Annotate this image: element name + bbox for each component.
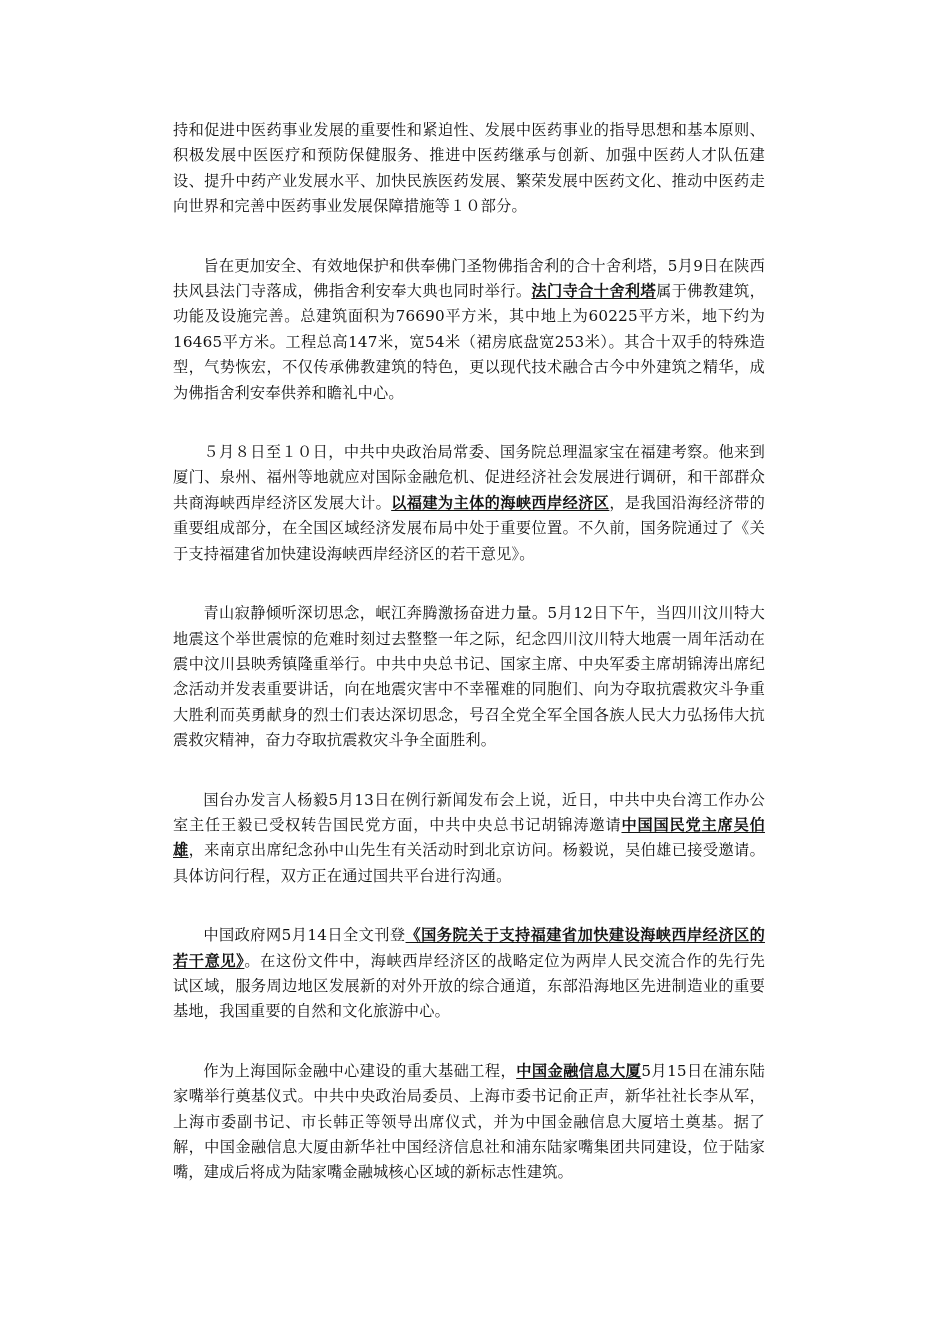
paragraph-text: 。在这份文件中，海峡西岸经济区的战略定位为两岸人民交流合作的先行先试区域，服务周边地区发展新的对外开放的综合通道，东部沿海地区先进制造业的重要基地，我国重要的自然和文化旅游中心。 [173, 951, 765, 1021]
paragraph-taiwan-affairs [173, 788, 765, 890]
paragraph-text: 持和促进中医药事业发展的重要性和紧迫性、发展中医药事业的指导思想和基本原则、积极发展中医医疗和预防保健服务、推进中医药继承与创新、加强中医药人才队伍建设、提升中药产业发展水平、加快民族医药发展、繁荣发展中医药文化、推动中医药走向世界和完善中医药事业发展保障措施等１０部分。 [173, 121, 765, 216]
paragraph-text: ５月８日至１０日，中共中央政治局常委、国务院总理温家宝在福建考察。他来到厦门、泉州、福州等地就应对国际金融危机、促进经济社会发展进行调研，和干部群众共商海峡西岸经济区发展大计。 [173, 443, 765, 512]
paragraph-text: ，是我国沿海经济带的重要组成部分，在全国区域经济发展布局中处于重要位置。不久前，国务院通过了《关于支持福建省加快建设海峡西岸经济区的若干意见》。 [173, 493, 765, 563]
paragraph-text: 国台办发言人杨毅5月13日在例行新闻发布会上说，近日，中共中央台湾工作办公室主任王毅已受权转告国民党方面，中共中央总书记胡锦涛邀请 [173, 790, 765, 834]
paragraph-text: 5月15日在浦东陆家嘴举行奠基仪式。中共中央政治局委员、上海市委书记俞正声，新华社社长李从军，上海市委副书记、市长韩正等领导出席仪式，并为中国金融信息大厦培土奠基。据了解，中国金融信息大厦由新华社中国经济信息社和浦东陆家嘴集团共同建设，位于陆家嘴，建成后将成为陆家嘴金融城核心区域的新标志性建筑。 [173, 1061, 765, 1182]
highlight-link[interactable]: 中国金融信息大厦 [516, 1061, 642, 1080]
paragraph-text: ，来南京出席纪念孙中山先生有关活动时到北京访问。杨毅说，吴伯雄已接受邀请。具体访问行程，双方正在通过国共平台进行沟通。 [173, 841, 766, 885]
paragraph-gov-document [173, 923, 765, 1025]
paragraph-text: 旨在更加安全、有效地保护和供奉佛门圣物佛指舍利的合十舍利塔，5月9日在陕西扶风县法门寺落成，佛指舍利安奉大典也同时举行。 [173, 256, 765, 301]
highlight-link[interactable]: 《国务院关于支持福建省加快建设海峡西岸经济区的若干意见》 [173, 926, 765, 970]
paragraph-text: 青山寂静倾听深切思念，岷江奔腾激扬奋进力量。5月12日下午，当四川汶川特大地震这个举世震惊的危难时刻过去整整一年之际，纪念四川汶川特大地震一周年活动在震中汶川县映秀镇隆重举行。中共中央总书记、国家主席、中央军委主席胡锦涛出席纪念活动并发表重要讲话，向在地震灾害中不幸罹难的同胞们、向为夺取抗震救灾斗争重大胜利而英勇献身的烈士们表达深切思念，号召全党全军全国各族人民大力弘扬伟大抗震救灾精神，奋力夺取抗震救灾斗争全面胜利。 [173, 604, 765, 750]
highlight-link[interactable]: 法门寺合十舍利塔 [531, 282, 657, 301]
highlight-link[interactable]: 以福建为主体的海峡西岸经济区 [391, 493, 610, 512]
paragraph-fujian-visit [173, 440, 765, 567]
paragraph-famen-temple [173, 254, 765, 406]
highlight-link[interactable]: 中国国民党主席吴伯雄 [173, 815, 765, 860]
paragraph-tcm-policy [173, 118, 765, 220]
paragraph-text: 属于佛教建筑，功能及设施完善。总建筑面积为76690平方米，其中地上为60225平方米，地下约为16465平方米。工程总高147米，宽54米（裙房底盘宽253米）。其合十双手的特殊造型，气势恢宏，不仅传承佛教建筑的特色，更以现代技术融合古今中外建筑之精华，成为佛指舍利安奉供养和瞻礼中心。 [173, 282, 765, 402]
paragraph-wenchuan-memorial [173, 601, 765, 753]
paragraph-text: 中国政府网5月14日全文刊登 [203, 926, 406, 945]
paragraph-text: 作为上海国际金融中心建设的重大基础工程， [203, 1061, 517, 1080]
paragraph-financial-tower [173, 1059, 765, 1186]
document-body [173, 118, 765, 1220]
